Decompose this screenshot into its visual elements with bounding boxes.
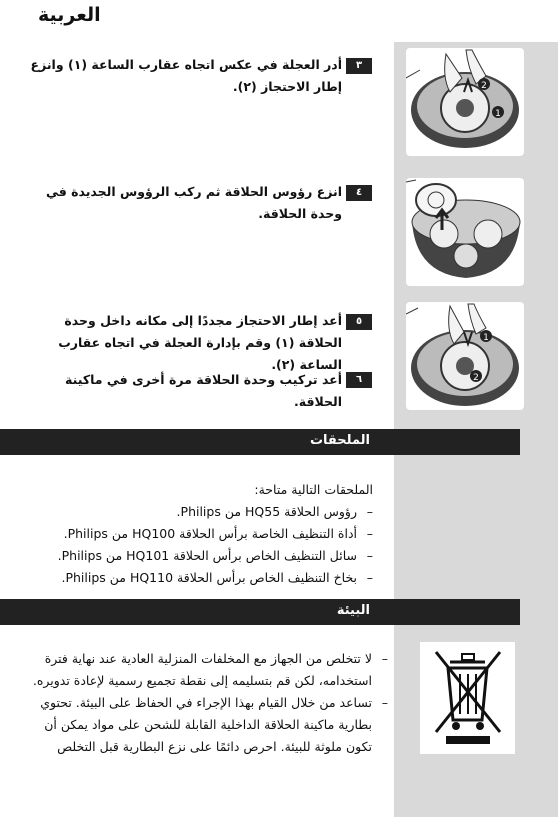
list-item: – سائل التنظيف الخاص برأس الحلاقة HQ101 من Philips. (13, 545, 373, 567)
weee-bin-icon (420, 642, 515, 754)
accessories-list (13, 501, 373, 589)
step-number: ٥ (346, 314, 372, 330)
step-text: أعد تركيب وحدة الحلاقة مرة أخرى في ماكينة الحلاقة. (65, 372, 342, 409)
step-number: ٣ (346, 58, 372, 74)
accessories-section (13, 479, 373, 589)
list-item: – أداة التنظيف الخاصة برأس الحلاقة HQ100 من Philips. (13, 523, 373, 545)
environment-section (18, 648, 388, 758)
step-number: ٤ (346, 185, 372, 201)
accessories-header (0, 429, 520, 455)
section-heading: البيئة (336, 603, 370, 618)
step-3-illustration (406, 48, 524, 156)
environment-list (18, 648, 388, 758)
environment-header (0, 599, 520, 625)
accessories-intro: الملحقات التالية متاحة: (254, 482, 373, 497)
svg-text:1: 1 (495, 109, 501, 119)
list-item: – تساعد من خلال القيام بهذا الإجراء في الحفاظ على البيئة. تحتوي بطارية ماكينة الحلاقة الداخلية القابلة للشحن على مواد يمكن أن تكون ملوثة للبيئة. احرص دائمًا على نزع البطارية قبل التخلص (18, 692, 388, 758)
step-5-illustration (406, 302, 524, 410)
list-item: – رؤوس الحلاقة HQ55 من Philips. (13, 501, 373, 523)
step-number: ٦ (346, 372, 372, 388)
svg-text:1: 1 (483, 333, 489, 343)
step-4-illustration (406, 178, 524, 286)
page-title: العربية (38, 4, 101, 26)
list-item: – بخاخ التنظيف الخاص برأس الحلاقة HQ110 من Philips. (13, 567, 373, 589)
step-text: أدر العجلة في عكس اتجاه عقارب الساعة (١) وانزع إطار الاحتجاز (٢). (30, 57, 342, 94)
step-text: انزع رؤوس الحلاقة ثم ركب الرؤوس الجديدة في وحدة الحلاقة. (45, 184, 342, 221)
step-text: أعد إطار الاحتجاز مجددًا إلى مكانه داخل وحدة الحلاقة (١) وقم بإدارة العجلة في اتجاه عقارب الساعة (٢). (58, 313, 342, 372)
svg-text:2: 2 (473, 373, 479, 383)
svg-text:2: 2 (481, 81, 487, 91)
list-item: – لا تتخلص من الجهاز مع المخلفات المنزلية العادية عند نهاية فترة استخدامه، لكن قم بتسليمه إلى نقطة تجميع رسمية لإعادة تدويره. (18, 648, 388, 692)
section-heading: الملحقات (309, 433, 370, 448)
